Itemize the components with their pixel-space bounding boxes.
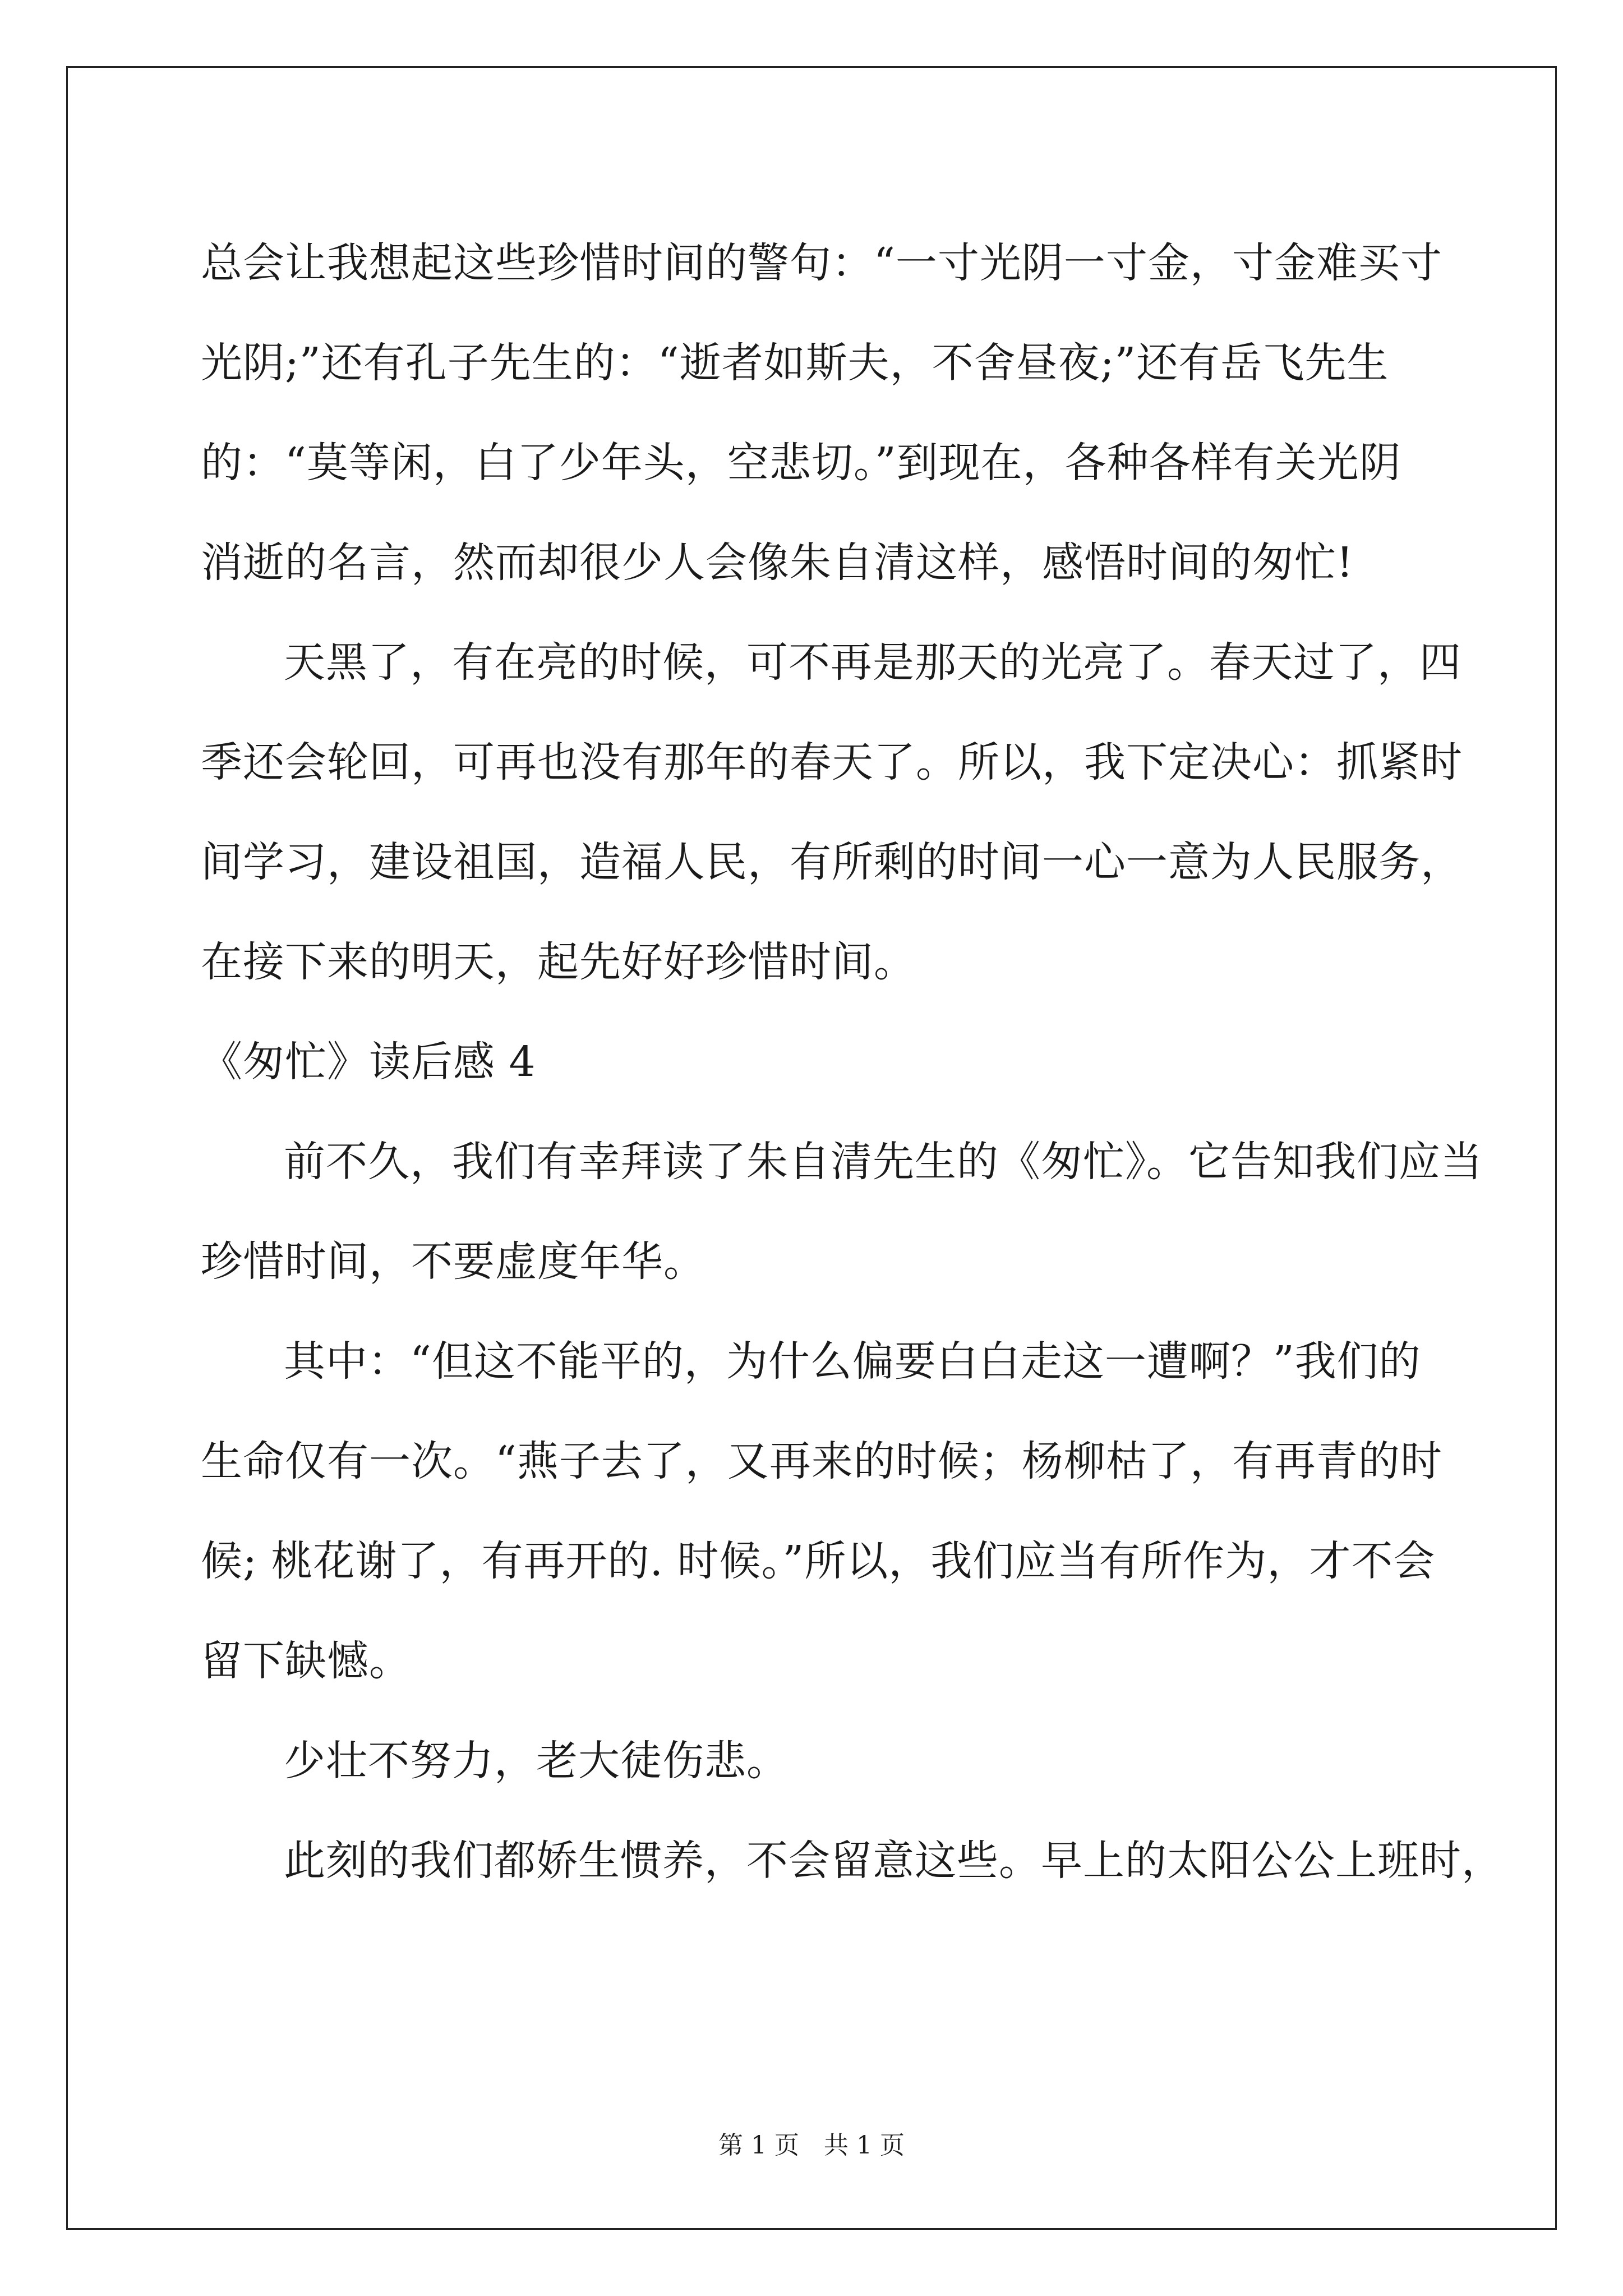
text-line: 总会让我想起这些珍惜时间的警句：“一寸光阴一寸金，寸金难买寸 (201, 239, 1442, 287)
text-line: 在接下来的明天，起先好好珍惜时间。 (201, 938, 916, 986)
paragraph-start: 天黑了，有在亮的时候，可不再是那天的光亮了。春天过了，四 (284, 638, 1461, 687)
paragraph-start: 此刻的我们都娇生惯养，不会留意这些。早上的太阳公公上班时， (284, 1837, 1504, 1885)
text-line: 季还会轮回，可再也没有那年的春天了。所以，我下定决心：抓紧时 (201, 738, 1463, 786)
paragraph-start: 其中：“但这不能平的，为什么偏要白白走这一遭啊？”我们的 (284, 1337, 1421, 1386)
document-body (201, 213, 1504, 1911)
text-line: 候; 桃花谢了，有再开的. 时候。”所以，我们应当有所作为，才不会 (201, 1537, 1436, 1585)
text-line: 生命仅有一次。“燕子去了，又再来的时候；杨柳枯了，有再青的时 (201, 1437, 1442, 1485)
text-line: 间学习，建设祖国，造福人民，有所剩的时间一心一意为人民服务， (201, 838, 1463, 886)
paragraph-start: 少壮不努力，老大徒伤悲。 (284, 1737, 789, 1785)
text-line: 珍惜时间，不要虚度年华。 (201, 1237, 706, 1286)
text-line: 的：“莫等闲，白了少年头，空悲切。”到现在，各种各样有关光阴 (201, 439, 1401, 487)
page-footer (0, 2129, 1623, 2162)
text-line: 光阴;”还有孔子先生的：“逝者如斯夫，不舍昼夜;”还有岳飞先生 (201, 339, 1389, 387)
paragraph-start: 前不久，我们有幸拜读了朱自清先生的《匆忙》。它告知我们应当 (284, 1138, 1483, 1186)
section-heading: 《匆忙》读后感 4 (201, 1038, 536, 1086)
text-line: 留下缺憾。 (201, 1637, 411, 1685)
page-number: 第 1 页 (718, 2131, 799, 2160)
text-line: 消逝的名言，然而却很少人会像朱自清这样，感悟时间的匆忙! (201, 539, 1354, 587)
page-total: 共 1 页 (824, 2131, 905, 2160)
